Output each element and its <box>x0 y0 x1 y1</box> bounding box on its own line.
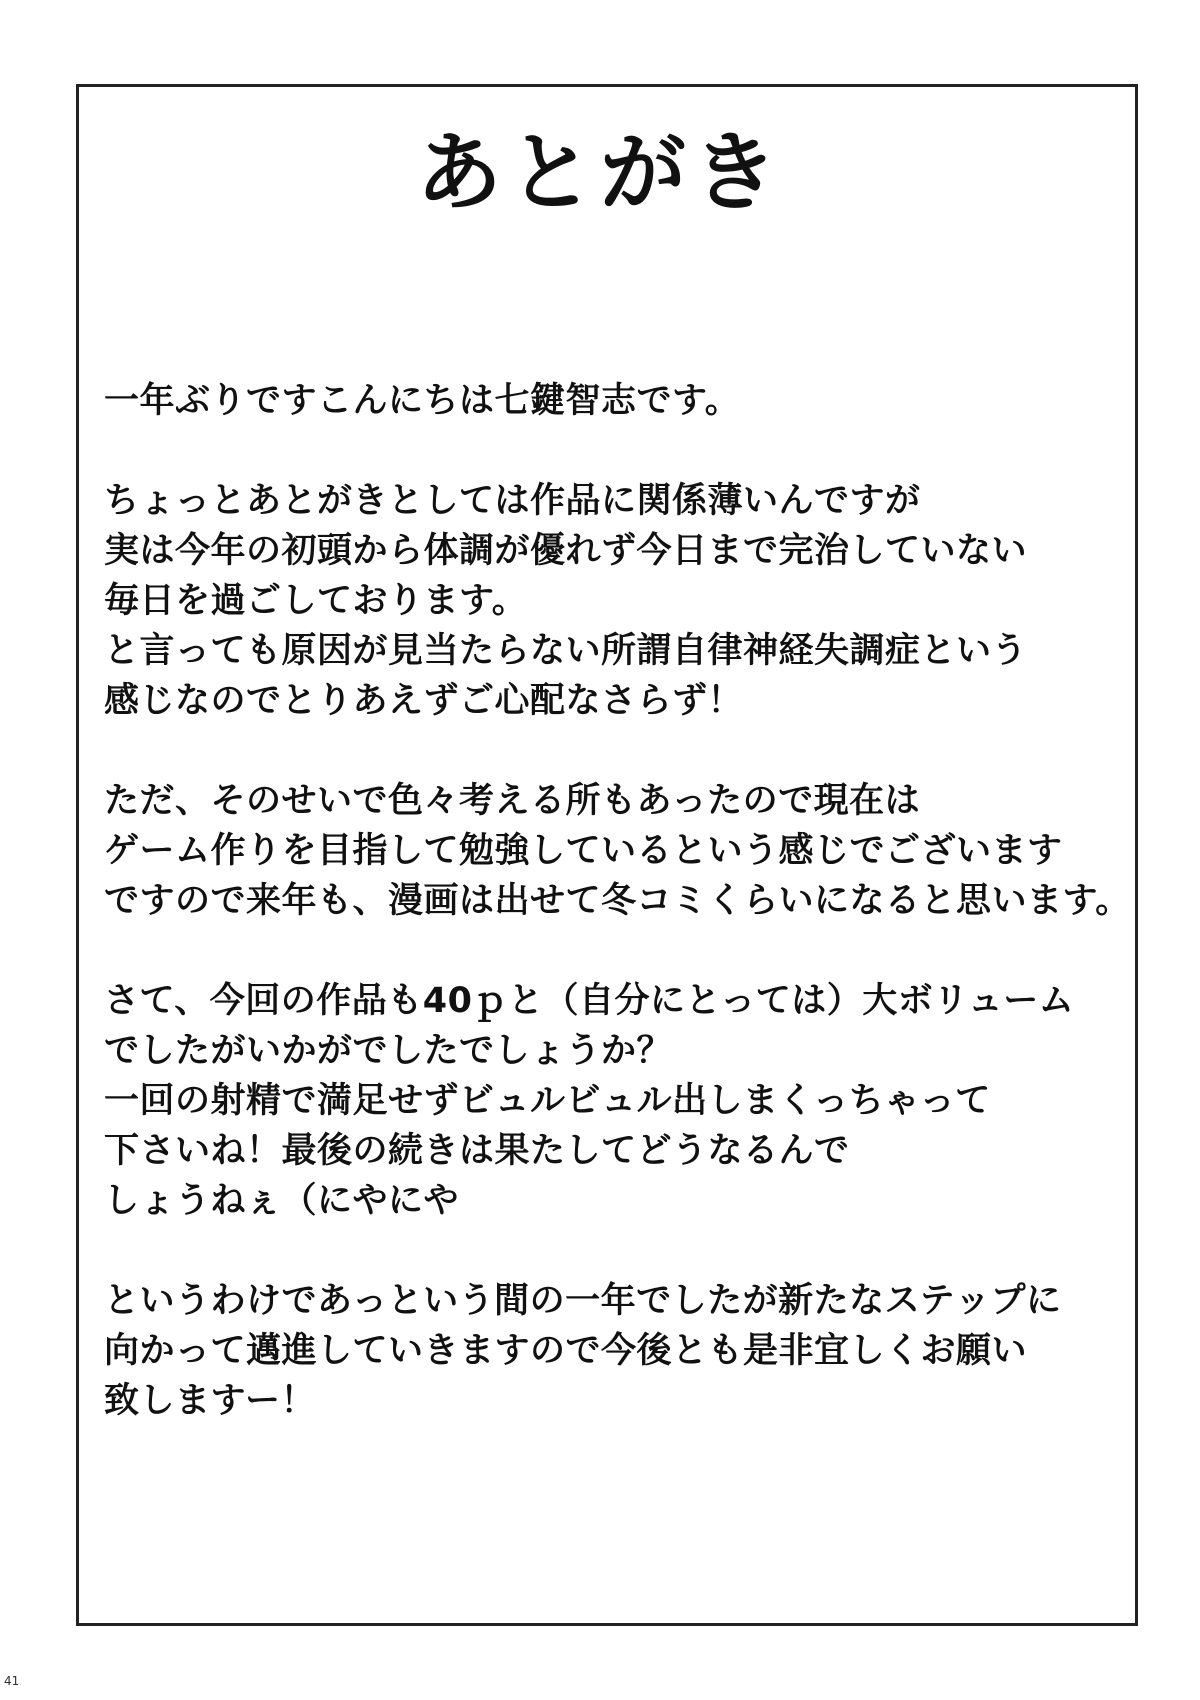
text-line: 下さいね！最後の続きは果たしてどうなるんで <box>104 1131 850 1171</box>
text-line: 一年ぶりですこんにちは七鍵智志です。 <box>104 381 741 421</box>
paragraph <box>104 976 1114 1226</box>
paragraph <box>104 376 1114 426</box>
afterword-body <box>104 376 1131 1476</box>
text-line: ただ、そのせいで色々考える所もあったので現在は <box>104 781 921 821</box>
text-line: 毎日を過ごしております。 <box>104 581 528 621</box>
page-title: あとがき <box>416 123 784 223</box>
text-line: 一回の射精で満足せずビュルビュル出しまくっちゃって <box>104 1081 991 1121</box>
text-line: と言っても原因が見当たらない所謂自律神経失調症という <box>104 631 1028 671</box>
text-line: でしたがいかがでしたでしょうか？ <box>104 1031 673 1071</box>
paragraph <box>104 1276 1114 1426</box>
text-line: ちょっとあとがきとしては作品に関係薄いんですが <box>104 481 921 521</box>
text-line: 感じなのでとりあえずご心配なさらず！ <box>104 681 744 721</box>
text-line: というわけであっという間の一年でしたが新たなステップに <box>104 1281 1062 1321</box>
text-line: ゲーム作りを目指して勉強しているという感じでございます <box>104 831 1063 871</box>
text-line: 実は今年の初頭から体調が優れず今日まで完治していない <box>104 531 1028 571</box>
text-line: ですので来年も、漫画は出せて冬コミくらいになると思います。 <box>104 881 1131 921</box>
page-number: 41 <box>4 1674 20 1688</box>
text-line: さて、今回の作品も40ｐと（自分にとっては）大ボリューム <box>104 981 1075 1021</box>
text-line: 致しますー！ <box>104 1381 316 1421</box>
text-line: 向かって邁進していきますので今後とも是非宜しくお願い <box>104 1331 1028 1371</box>
text-line: しょうねぇ（にやにや <box>104 1181 460 1221</box>
paragraph <box>104 476 1114 726</box>
paragraph <box>104 776 1131 926</box>
